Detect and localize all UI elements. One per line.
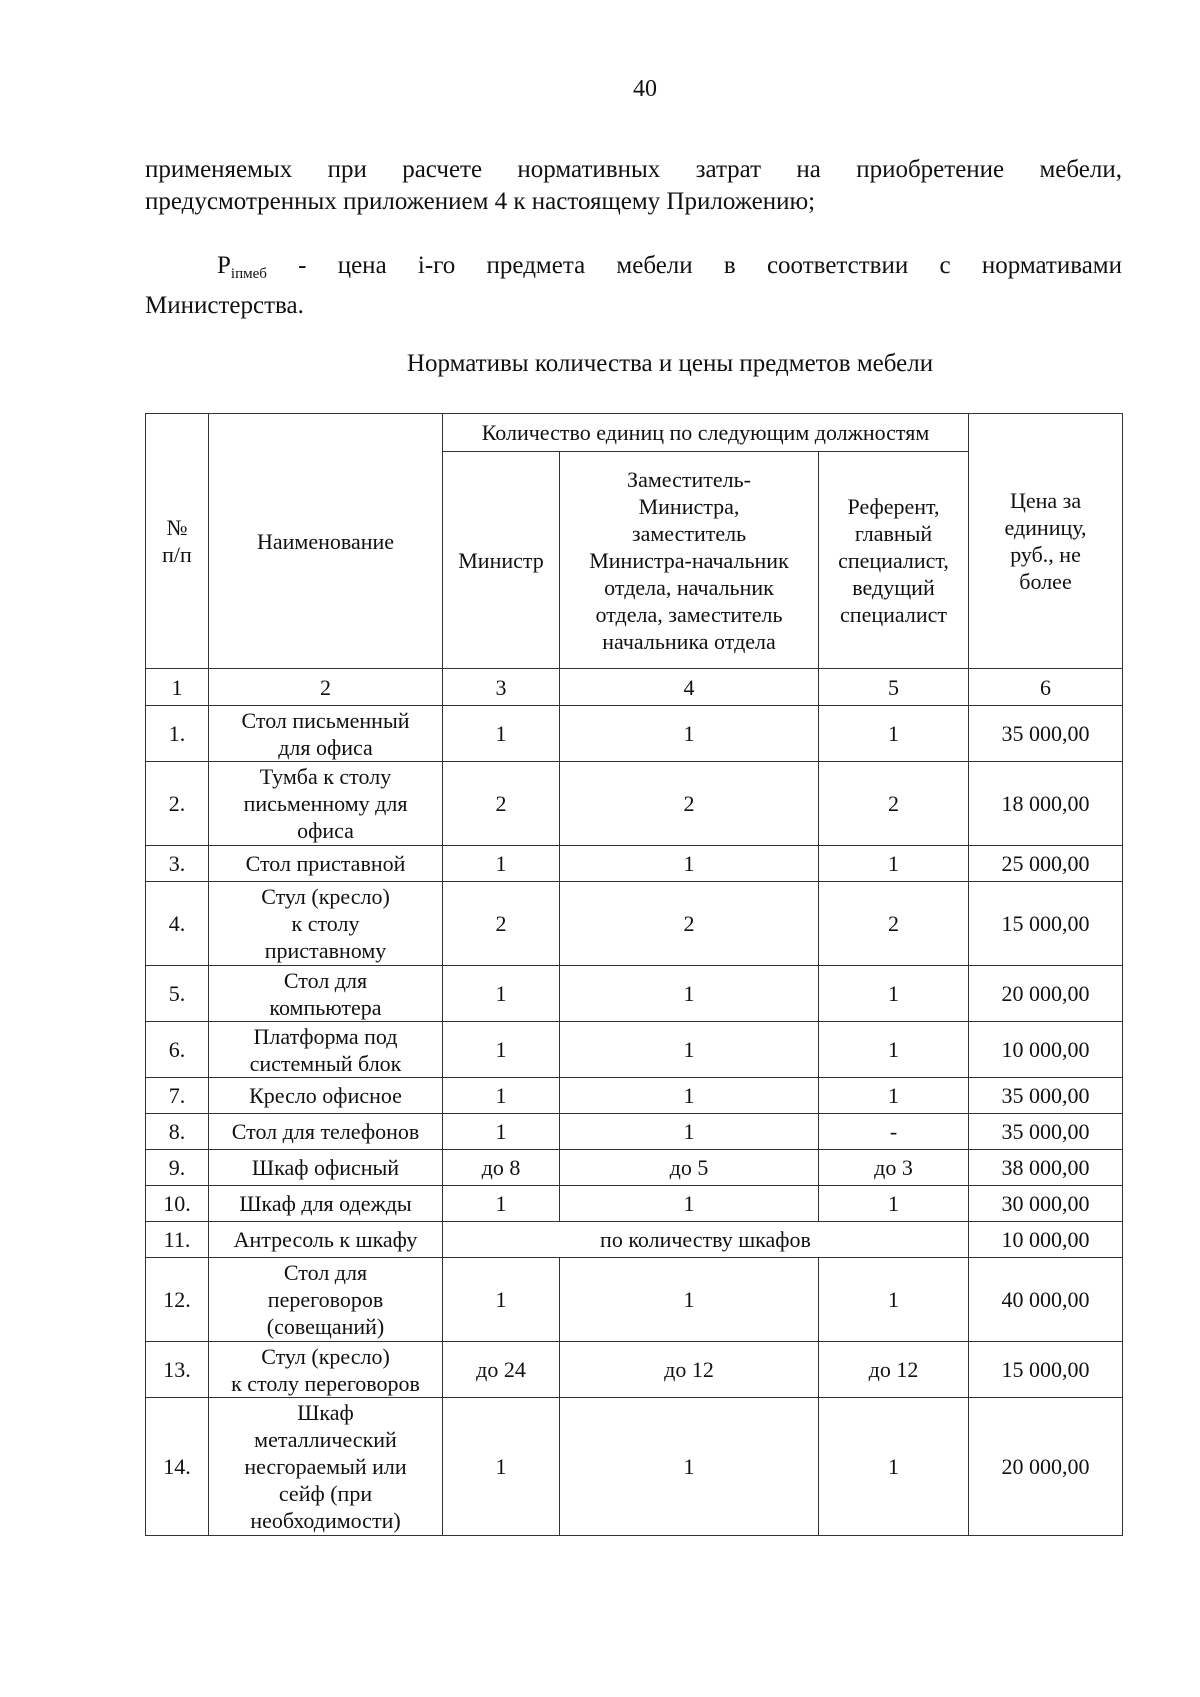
- row-price: 30 000,00: [969, 1186, 1123, 1222]
- row-price: 15 000,00: [969, 1342, 1123, 1398]
- row-minister-qty: 1: [443, 1078, 560, 1114]
- row-deputy-qty: 2: [560, 882, 819, 966]
- row-deputy-qty: 1: [560, 846, 819, 882]
- price-symbol: P: [217, 252, 231, 279]
- row-price: 20 000,00: [969, 1398, 1123, 1536]
- row-price: 10 000,00: [969, 1222, 1123, 1258]
- table-row: [146, 1222, 1123, 1258]
- table-row: [146, 762, 1123, 846]
- row-price: 38 000,00: [969, 1150, 1123, 1186]
- row-item-name: Стол для переговоров (совещаний): [209, 1258, 443, 1342]
- table-row: [146, 1398, 1123, 1536]
- row-referent-qty: 1: [819, 1022, 969, 1078]
- table-heading: Нормативы количества и цены предметов мебели: [406, 350, 934, 377]
- table-row: [146, 966, 1123, 1022]
- row-item-name: Кресло офисное: [209, 1078, 443, 1114]
- row-deputy-qty: до 12: [560, 1342, 819, 1398]
- row-referent-qty: до 3: [819, 1150, 969, 1186]
- page-number: 40: [633, 76, 657, 102]
- table-row: [146, 1150, 1123, 1186]
- row-minister-qty: 1: [443, 1398, 560, 1536]
- price-definition-line-1: [145, 250, 1122, 290]
- row-price: 35 000,00: [969, 1114, 1123, 1150]
- row-deputy-qty: 1: [560, 1186, 819, 1222]
- price-definition-text: - цена i-го предмета мебели в соответствии с нормативами: [266, 252, 1122, 279]
- row-item-name: Стул (кресло) к столу приставному: [209, 882, 443, 966]
- row-referent-qty: 1: [819, 1398, 969, 1536]
- row-item-name: Антресоль к шкафу: [209, 1222, 443, 1258]
- row-referent-qty: 1: [819, 706, 969, 762]
- row-deputy-qty: 1: [560, 1398, 819, 1536]
- row-num: 13.: [146, 1342, 209, 1398]
- row-item-name: Шкаф для одежды: [209, 1186, 443, 1222]
- row-merged-qty: по количеству шкафов: [443, 1222, 969, 1258]
- row-minister-qty: 2: [443, 762, 560, 846]
- table-row: [146, 846, 1123, 882]
- header-referent: Референт, главный специалист, ведущий специалист: [819, 452, 969, 669]
- row-item-name: Стул (кресло) к столу переговоров: [209, 1342, 443, 1398]
- row-minister-qty: до 24: [443, 1342, 560, 1398]
- header-price: Цена за единицу, руб., не более: [969, 414, 1123, 669]
- row-num: 11.: [146, 1222, 209, 1258]
- row-item-name: Стол приставной: [209, 846, 443, 882]
- row-referent-qty: 2: [819, 882, 969, 966]
- row-price: 10 000,00: [969, 1022, 1123, 1078]
- table-row: [146, 882, 1123, 966]
- row-num: 6.: [146, 1022, 209, 1078]
- row-minister-qty: 1: [443, 1258, 560, 1342]
- column-number: 5: [819, 669, 969, 706]
- header-deputy: Заместитель- Министра, заместитель Министра-начальник отдела, начальник отдела, заместитель начальника отдела: [560, 452, 819, 669]
- row-referent-qty: 1: [819, 1078, 969, 1114]
- row-minister-qty: 1: [443, 1114, 560, 1150]
- row-referent-qty: 1: [819, 966, 969, 1022]
- row-referent-qty: 1: [819, 846, 969, 882]
- column-number: 4: [560, 669, 819, 706]
- row-num: 5.: [146, 966, 209, 1022]
- row-price: 15 000,00: [969, 882, 1123, 966]
- row-price: 18 000,00: [969, 762, 1123, 846]
- column-number: 2: [209, 669, 443, 706]
- row-minister-qty: 1: [443, 846, 560, 882]
- row-num: 8.: [146, 1114, 209, 1150]
- row-item-name: Платформа под системный блок: [209, 1022, 443, 1078]
- row-referent-qty: 1: [819, 1186, 969, 1222]
- row-price: 35 000,00: [969, 706, 1123, 762]
- row-item-name: Стол письменный для офиса: [209, 706, 443, 762]
- row-minister-qty: 1: [443, 1022, 560, 1078]
- table-row: [146, 1114, 1123, 1150]
- price-definition-paragraph: [145, 250, 1122, 322]
- header-minister: Министр: [443, 452, 560, 669]
- row-item-name: Шкаф офисный: [209, 1150, 443, 1186]
- row-deputy-qty: 1: [560, 1258, 819, 1342]
- table-row: [146, 706, 1123, 762]
- row-referent-qty: до 12: [819, 1342, 969, 1398]
- row-num: 1.: [146, 706, 209, 762]
- column-number: 6: [969, 669, 1123, 706]
- row-referent-qty: 2: [819, 762, 969, 846]
- row-deputy-qty: 1: [560, 706, 819, 762]
- header-num: № п/п: [146, 414, 209, 669]
- row-minister-qty: 1: [443, 1186, 560, 1222]
- intro-line-2: предусмотренных приложением 4 к настоящему Приложению;: [145, 188, 816, 215]
- row-num: 3.: [146, 846, 209, 882]
- row-num: 10.: [146, 1186, 209, 1222]
- row-deputy-qty: 2: [560, 762, 819, 846]
- row-minister-qty: 1: [443, 966, 560, 1022]
- row-deputy-qty: 1: [560, 1114, 819, 1150]
- row-minister-qty: 1: [443, 706, 560, 762]
- intro-line-1: применяемых при расчете нормативных затрат на приобретение мебели,: [145, 156, 1122, 183]
- row-price: 40 000,00: [969, 1258, 1123, 1342]
- header-name: Наименование: [209, 414, 443, 669]
- row-deputy-qty: 1: [560, 966, 819, 1022]
- row-item-name: Стол для телефонов: [209, 1114, 443, 1150]
- price-definition-line-2: Министерства.: [145, 292, 304, 319]
- table-row: [146, 1022, 1123, 1078]
- row-num: 14.: [146, 1398, 209, 1536]
- row-deputy-qty: 1: [560, 1022, 819, 1078]
- row-price: 35 000,00: [969, 1078, 1123, 1114]
- row-item-name: Тумба к столу письменному для офиса: [209, 762, 443, 846]
- table-row: [146, 1258, 1123, 1342]
- table-row: [146, 1078, 1123, 1114]
- table-row: [146, 1186, 1123, 1222]
- row-num: 9.: [146, 1150, 209, 1186]
- header-positions-group: Количество единиц по следующим должностям: [443, 414, 969, 452]
- row-minister-qty: до 8: [443, 1150, 560, 1186]
- row-referent-qty: -: [819, 1114, 969, 1150]
- row-num: 12.: [146, 1258, 209, 1342]
- row-num: 7.: [146, 1078, 209, 1114]
- intro-paragraph: [145, 154, 1122, 218]
- row-item-name: Стол для компьютера: [209, 966, 443, 1022]
- row-deputy-qty: 1: [560, 1078, 819, 1114]
- row-deputy-qty: до 5: [560, 1150, 819, 1186]
- table-row: [146, 1342, 1123, 1398]
- row-num: 2.: [146, 762, 209, 846]
- row-referent-qty: 1: [819, 1258, 969, 1342]
- furniture-norms-table: [145, 413, 1123, 1536]
- column-number: 1: [146, 669, 209, 706]
- row-price: 20 000,00: [969, 966, 1123, 1022]
- column-number: 3: [443, 669, 560, 706]
- price-subscript: iпмеб: [230, 266, 267, 282]
- row-num: 4.: [146, 882, 209, 966]
- row-price: 25 000,00: [969, 846, 1123, 882]
- row-minister-qty: 2: [443, 882, 560, 966]
- row-item-name: Шкаф металлический несгораемый или сейф (при необходимости): [209, 1398, 443, 1536]
